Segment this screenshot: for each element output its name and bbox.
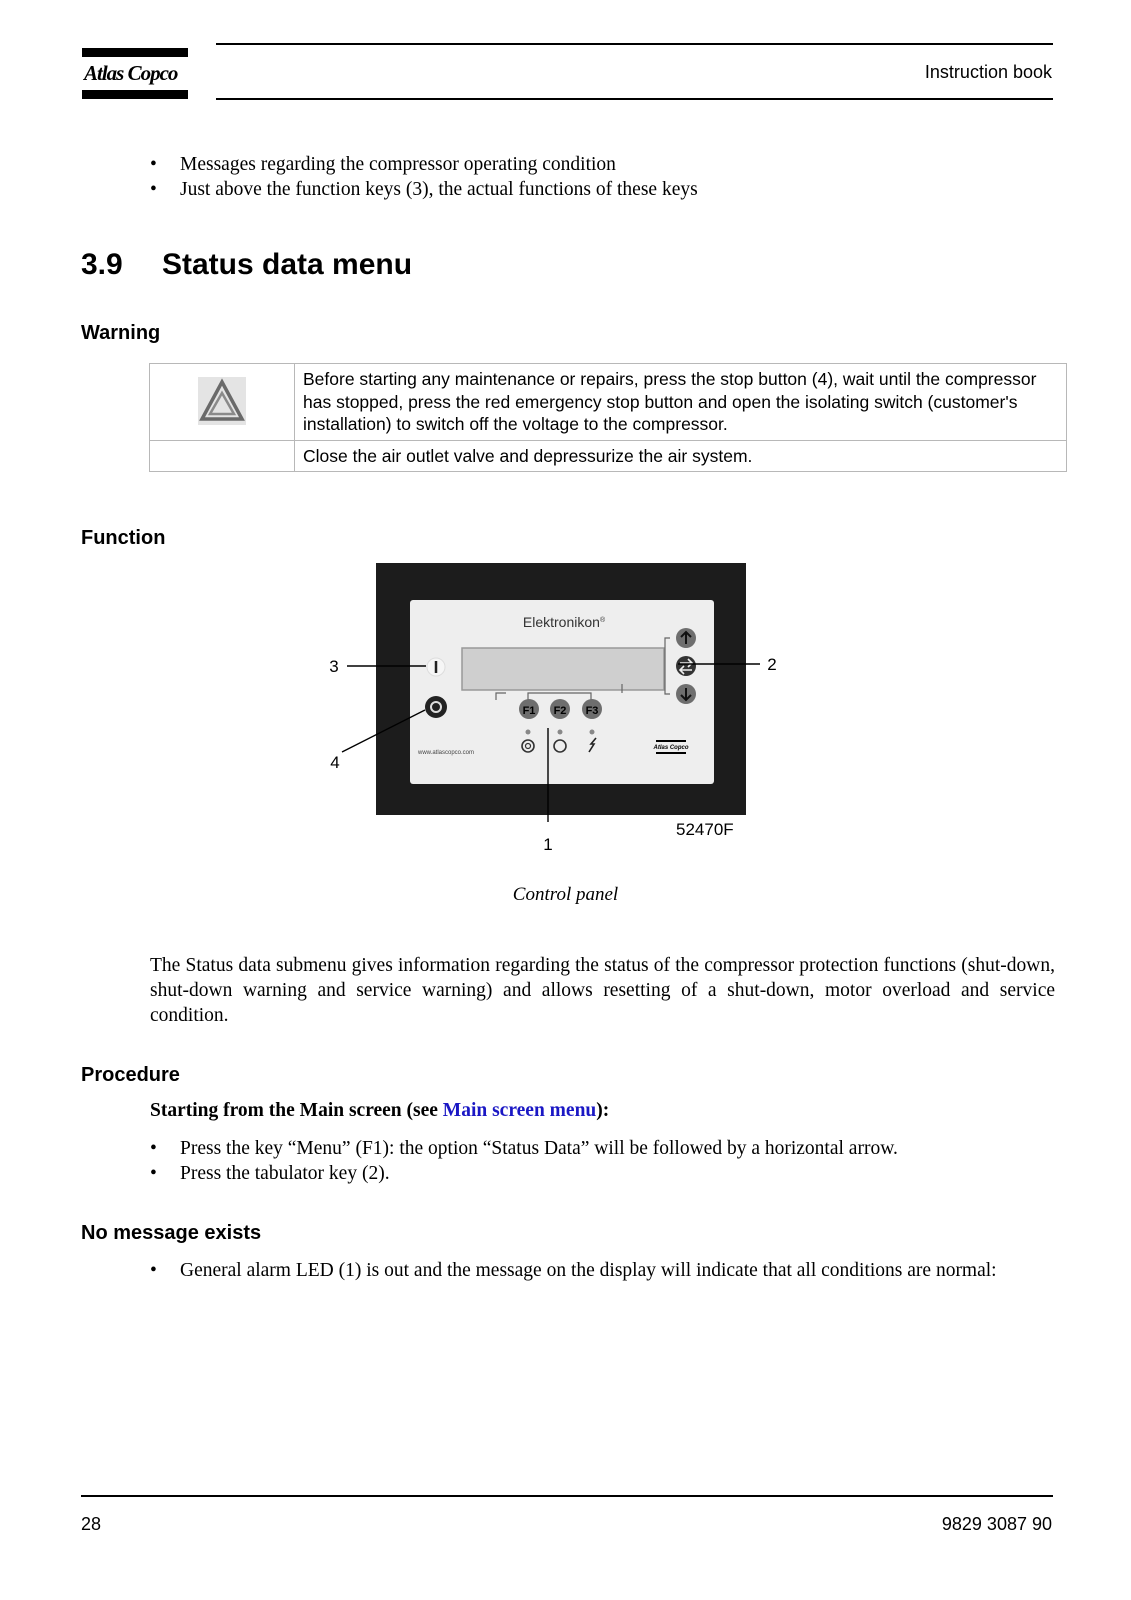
list-item: • Just above the function keys (3), the actual functions of these keys xyxy=(150,177,698,202)
panel-website: www.atlascopco.com xyxy=(418,750,475,756)
figure-caption: Control panel xyxy=(512,884,619,905)
header-rule-top xyxy=(216,43,1053,45)
procedure-sub-suffix: ): xyxy=(596,1100,610,1121)
list-item: • Press the tabulator key (2). xyxy=(150,1161,898,1186)
table-row xyxy=(150,364,1067,441)
callout-1: 1 xyxy=(543,835,553,854)
led xyxy=(558,730,563,735)
list-item: • Messages regarding the compressor operating condition xyxy=(150,152,698,177)
function-paragraph: The Status data submenu gives information regarding the status of the compressor protection functions (shut-down, shut-down warning and service warning) and allows resetting of a shut-down, motor overload and service condition. xyxy=(150,955,1055,1026)
no-message-bullet-list xyxy=(150,1258,997,1283)
logo-bar-top xyxy=(82,48,188,57)
main-screen-menu-link[interactable]: Main screen menu xyxy=(442,1100,597,1121)
f1-key-label: F1 xyxy=(522,705,536,717)
callout-2: 2 xyxy=(767,655,777,674)
function-heading: Function xyxy=(81,527,166,549)
control-panel-illustration xyxy=(320,560,810,870)
document-number: 9829 3087 90 xyxy=(941,1514,1052,1534)
intro-bullet-list xyxy=(150,152,698,202)
led xyxy=(590,730,595,735)
warning-empty-cell xyxy=(150,440,295,472)
panel-brand-text: Elektronikon® xyxy=(522,614,606,630)
callout-4: 4 xyxy=(330,753,340,772)
stop-button xyxy=(425,696,447,718)
warning-table xyxy=(149,363,1067,472)
list-item: • General alarm LED (1) is out and the message on the display will indicate that all conditions are normal: xyxy=(150,1258,997,1283)
no-message-heading: No message exists xyxy=(81,1222,262,1244)
callout-3: 3 xyxy=(329,657,339,676)
page-number: 28 xyxy=(81,1514,102,1534)
warning-triangle-icon xyxy=(198,377,246,425)
warning-heading: Warning xyxy=(81,322,161,344)
warning-text-1: Before starting any maintenance or repairs, press the stop button (4), wait until the compressor has stopped, press the red emergency stop button and open the isolating switch (customer's installation) to switch off the voltage to the compressor. xyxy=(295,364,1067,441)
procedure-bullet-list xyxy=(150,1136,898,1186)
led xyxy=(526,730,531,735)
logo-text: Atlas Copco xyxy=(84,61,178,85)
table-row xyxy=(150,440,1067,472)
section-title: Status data menu xyxy=(162,248,413,281)
control-panel-figure xyxy=(320,560,810,870)
warning-icon-cell xyxy=(150,364,295,441)
section-number: 3.9 xyxy=(81,248,123,281)
procedure-heading: Procedure xyxy=(81,1064,180,1086)
panel-display xyxy=(462,648,664,690)
header-rule-bottom xyxy=(216,98,1053,100)
footer-rule xyxy=(81,1495,1053,1497)
procedure-subheading xyxy=(150,1100,609,1122)
atlas-copco-logo xyxy=(82,48,188,100)
figure-code: 52470F xyxy=(676,820,734,839)
f3-key-label: F3 xyxy=(585,705,599,717)
panel-logo: Atlas Copco xyxy=(653,745,689,751)
header-title: Instruction book xyxy=(924,62,1052,82)
procedure-sub-prefix: Starting from the Main screen (see xyxy=(150,1100,443,1121)
tab-key xyxy=(676,656,696,676)
list-item: • Press the key “Menu” (F1): the option “Status Data” will be followed by a horizontal arrow. xyxy=(150,1136,898,1161)
section-heading xyxy=(81,248,412,282)
f2-key-label: F2 xyxy=(553,705,567,717)
warning-text-2: Close the air outlet valve and depressurize the air system. xyxy=(295,440,1067,472)
logo-bar-bottom xyxy=(82,90,188,99)
